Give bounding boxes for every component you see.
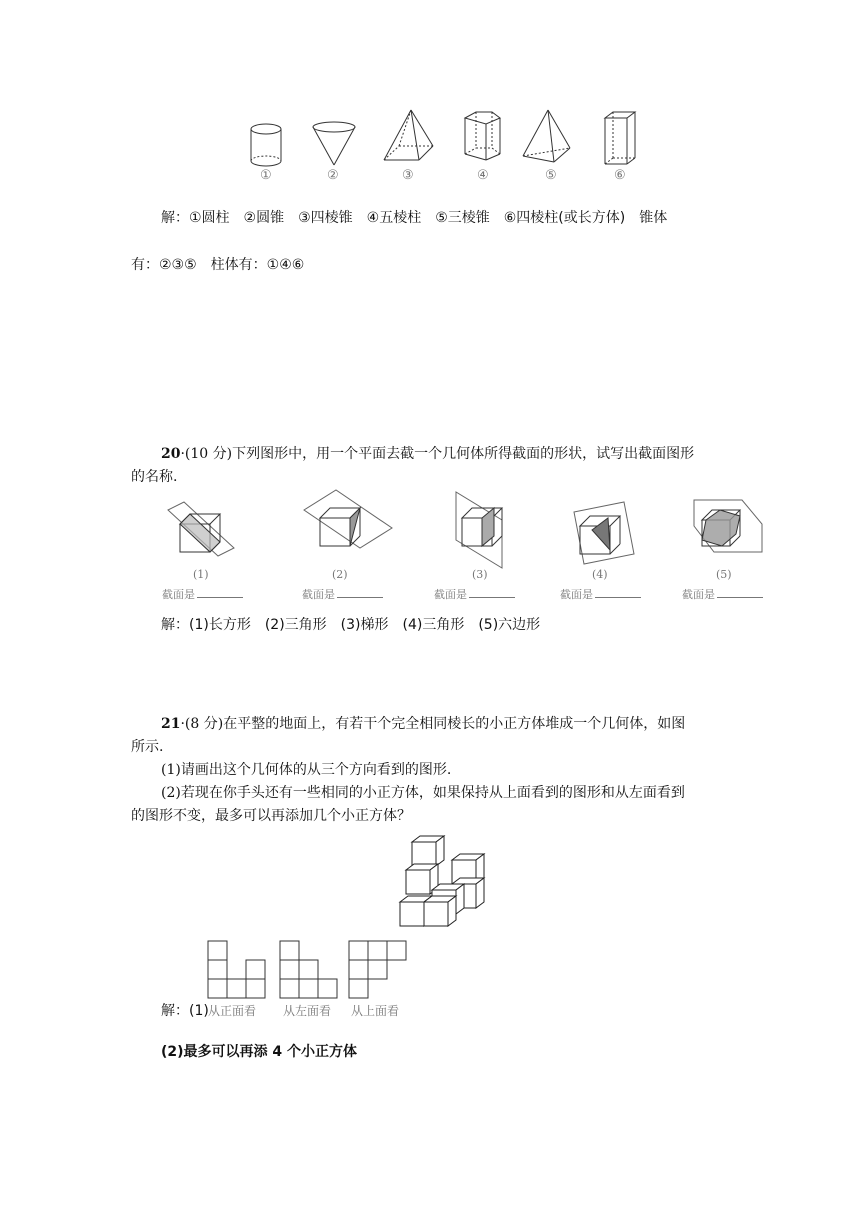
front-view-grid (207, 940, 267, 1000)
triangular-pyramid-figure (520, 108, 576, 166)
blank-label: 截面是 (434, 588, 467, 601)
cross-section-caption-5: (5) (716, 568, 732, 581)
top-view-label: 从上面看 (351, 1004, 400, 1018)
cross-section-caption-3: (3) (472, 568, 488, 581)
q21-number: 21 (161, 716, 181, 732)
cross-section-figure-4 (570, 500, 642, 570)
cross-section-blank-3 (434, 586, 515, 602)
q21-part2-line1: (2)若现在你手头还有一些相同的小正方体，如果保持从上面看到的图形和从左面看到 (161, 785, 685, 801)
solid-label-4: ④ (477, 168, 489, 183)
cross-section-figure-2 (300, 488, 396, 560)
cross-section-figure-1 (164, 500, 244, 570)
left-view-grid (279, 940, 339, 1000)
blank-label: 截面是 (162, 588, 195, 601)
q21-part2-line2: 的图形不变，最多可以再添加几个小正方体？ (131, 808, 411, 824)
top-view-grid (348, 940, 408, 1000)
left-view-label: 从左面看 (283, 1004, 332, 1018)
solid-label-2: ② (327, 168, 339, 183)
cone-figure (310, 121, 360, 171)
solid-label-3: ③ (402, 168, 414, 183)
q21-part1: (1)请画出这个几何体的从三个方向看到的图形. (161, 762, 452, 778)
blank-label: 截面是 (682, 588, 715, 601)
cross-section-figure-3 (450, 490, 520, 572)
cross-section-blank-5 (682, 586, 763, 602)
rectangular-prism-figure (602, 110, 642, 172)
q21-stem-line1 (161, 712, 685, 736)
solid-label-6: ⑥ (614, 168, 626, 183)
cross-section-caption-2: (2) (332, 568, 348, 581)
q21-text-line1: ·(8 分)在平整的地面上，有若干个完全相同棱长的小正方体堆成一个几何体，如图 (180, 716, 686, 732)
q21-stem-line2: 所示. (131, 739, 164, 755)
cross-section-figure-5 (690, 496, 770, 566)
q20-number: 20 (161, 446, 181, 462)
q20-stem-line2: 的名称. (131, 469, 178, 485)
square-pyramid-figure (381, 108, 441, 166)
cross-section-blank-1 (162, 586, 243, 602)
cube-stack-figure (396, 832, 506, 932)
blank-label: 截面是 (302, 588, 335, 601)
q20-text-line1: ·(10 分)下列图形中，用一个平面去截一个几何体所得截面的形状，试写出截面图形 (180, 446, 695, 462)
solid-label-1: ① (260, 168, 272, 183)
cylinder-figure (248, 123, 288, 173)
q21-answer1-prefix: 解：(1) (161, 1003, 209, 1019)
blank-label: 截面是 (560, 588, 593, 601)
q20-stem-line1 (161, 442, 694, 466)
cross-section-blank-2 (302, 586, 383, 602)
cross-section-caption-4: (4) (592, 568, 608, 581)
q20-answer: 解：(1)长方形 (2)三角形 (3)梯形 (4)三角形 (5)六边形 (161, 617, 541, 633)
pentagonal-prism-figure (462, 108, 506, 166)
solid-label-5: ⑤ (545, 168, 557, 183)
front-view-label: 从正面看 (208, 1004, 257, 1018)
q21-answer2: (2)最多可以再添 4 个小正方体 (161, 1044, 358, 1060)
cross-section-blank-4 (560, 586, 641, 602)
solids-answer-line2: 有：②③⑤ 柱体有：①④⑥ (131, 257, 305, 273)
cross-section-caption-1: (1) (193, 568, 209, 581)
solids-answer-line1: 解：①圆柱 ②圆锥 ③四棱锥 ④五棱柱 ⑤三棱锥 ⑥四棱柱(或长方体) 锥体 (161, 210, 668, 226)
